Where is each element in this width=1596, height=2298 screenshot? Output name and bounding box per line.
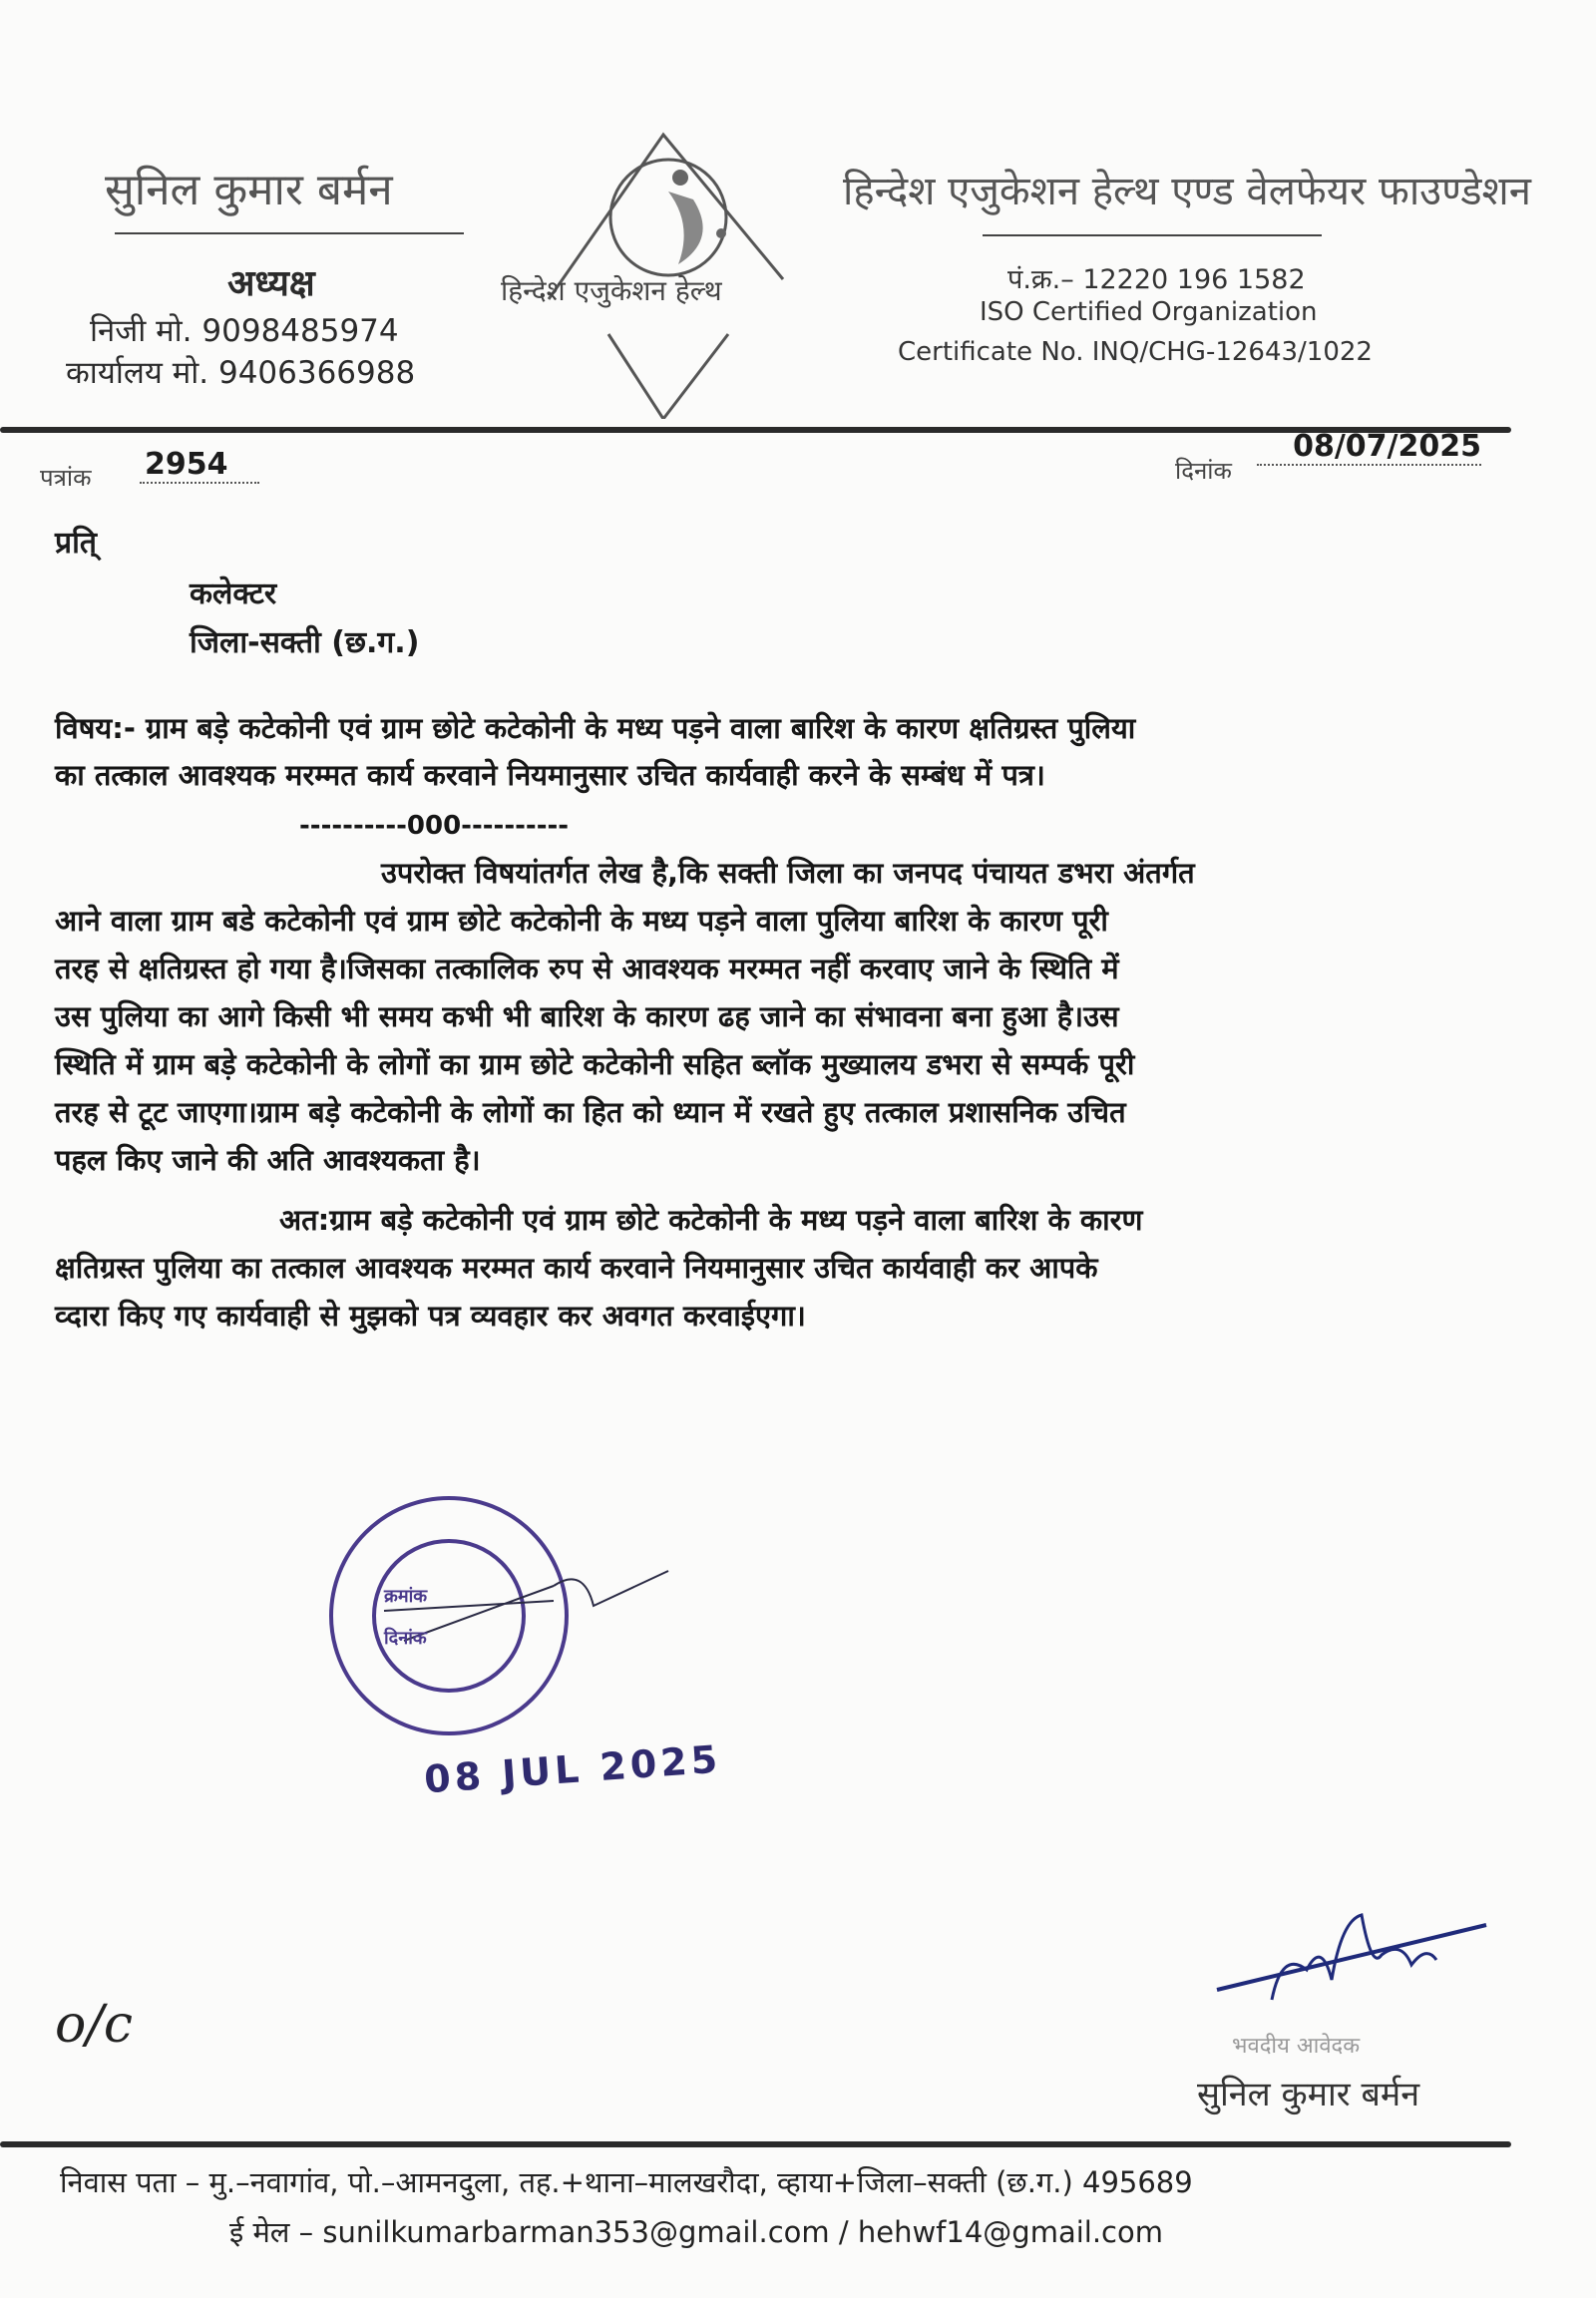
body-line: तरह से क्षतिग्रस्त हो गया है।जिसका तत्कालिक रुप से आवश्यक मरम्मत नहीं करवाए जाने के स्थिति में	[55, 952, 1119, 985]
signature-scribble-icon	[1212, 1910, 1496, 2040]
recipient-to: प्रति्	[55, 526, 97, 561]
letter-date: 08/07/2025	[1257, 429, 1481, 466]
body-line: उस पुलिया का आगे किसी भी समय कभी भी बारिश के कारण ढह जाने का संभावना बना हुआ है।उस	[55, 999, 1119, 1033]
certificate-number: Certificate No. INQ/CHG-12643/1022	[898, 337, 1373, 367]
body-line: तरह से टूट जाएगा।ग्राम बड़े कटेकोनी के लोगों का हित को ध्यान में रखते हुए तत्काल प्रशासनिक उचित	[55, 1095, 1126, 1129]
signature-closing: भवदीय आवेदक	[1232, 2034, 1361, 2059]
stamp-inward-label: क्रमांक	[384, 1586, 428, 1607]
iso-certified: ISO Certified Organization	[980, 297, 1318, 327]
body-line: क्षतिग्रस्त पुलिया का तत्काल आवश्यक मरम्मत कार्य करवाने नियमानुसार उचित कार्यवाही कर आपके	[55, 1251, 1098, 1285]
body-line: अत:ग्राम बड़े कटेकोनी एवं ग्राम छोटे कटेकोनी के मध्य पड़ने वाला बारिश के कारण	[279, 1203, 1143, 1237]
body-line: पहल किए जाने की अति आवश्यकता है।	[55, 1143, 481, 1177]
personal-mobile: निजी मो. 9098485974	[90, 313, 399, 349]
stamp-date-label: दिनांक	[384, 1628, 427, 1649]
body-line: आने वाला ग्राम बडे कटेकोनी एवं ग्राम छोटे कटेकोनी के मध्य पड़ने वाला पुलिया बारिश के कारण पूरी	[55, 904, 1108, 938]
office-mobile: कार्यालय मो. 9406366988	[66, 355, 416, 391]
body-line: स्थिति में ग्राम बड़े कटेकोनी के लोगों का ग्राम छोटे कटेकोनी सहित ब्लॉक मुख्यालय डभरा से सम्पर्क पूरी	[55, 1047, 1135, 1081]
body-line: व्दारा किए गए कार्यवाही से मुझको पत्र व्यवहार कर अवगत करवाईएगा।	[55, 1299, 806, 1333]
date-label: दिनांक	[1175, 457, 1232, 485]
subject-separator: ----------000----------	[299, 811, 570, 841]
signature	[1212, 1910, 1496, 2040]
recipient-title: कलेक्टर	[190, 576, 277, 611]
ref-number: 2954	[140, 447, 259, 484]
subject-line: विषय:- ग्राम बड़े कटेकोनी एवं ग्राम छोटे कटेकोनी के मध्य पड़ने वाला बारिश के कारण क्षतिग्रस्त पुलिया	[55, 711, 1136, 745]
divider	[115, 232, 464, 234]
stamp-seal-icon	[324, 1476, 683, 1765]
footer-rule	[0, 2141, 1511, 2147]
handwritten-annotation: o/c	[55, 1995, 133, 2055]
divider	[983, 234, 1322, 236]
stamp-received-date: 08 JUL 2025	[422, 1736, 723, 1802]
designation: अध्यक्ष	[227, 263, 315, 304]
ref-label: पत्रांक	[40, 464, 92, 492]
registration-number: पं.क्र.– 12220 196 1582	[1007, 264, 1306, 295]
footer-address: निवास पता – मु.–नवागांव, पो.–आमनदुला, तह.+थाना–मालखरौदा, व्हाया+जिला–सक्ती (छ.ग.) 495689	[60, 2165, 1193, 2199]
logo-text: हिन्देश एजुकेशन हेल्थ	[501, 274, 722, 307]
body-line: उपरोक्त विषयांतर्गत लेख है,कि सक्ती जिला का जनपद पंचायत डभरा अंतर्गत	[381, 856, 1195, 890]
subject-line: का तत्काल आवश्यक मरम्मत कार्य करवाने नियमानुसार उचित कार्यवाही करने के सम्बंध में पत्र।	[55, 758, 1045, 792]
sender-name: सुनिल कुमार बर्मन	[105, 165, 393, 215]
footer-email: ई मेल – sunilkumarbarman353@gmail.com / hehwf14@gmail.com	[229, 2215, 1163, 2249]
organization-name: हिन्देश एजुकेशन हेल्थ एण्ड वेलफेयर फाउण्डेशन	[843, 169, 1531, 214]
signatory-name: सुनिल कुमार बर्मन	[1197, 2075, 1420, 2114]
organization-logo	[501, 130, 878, 419]
recipient-district: जिला-सक्ती (छ.ग.)	[190, 625, 420, 660]
received-stamp	[324, 1476, 683, 1765]
